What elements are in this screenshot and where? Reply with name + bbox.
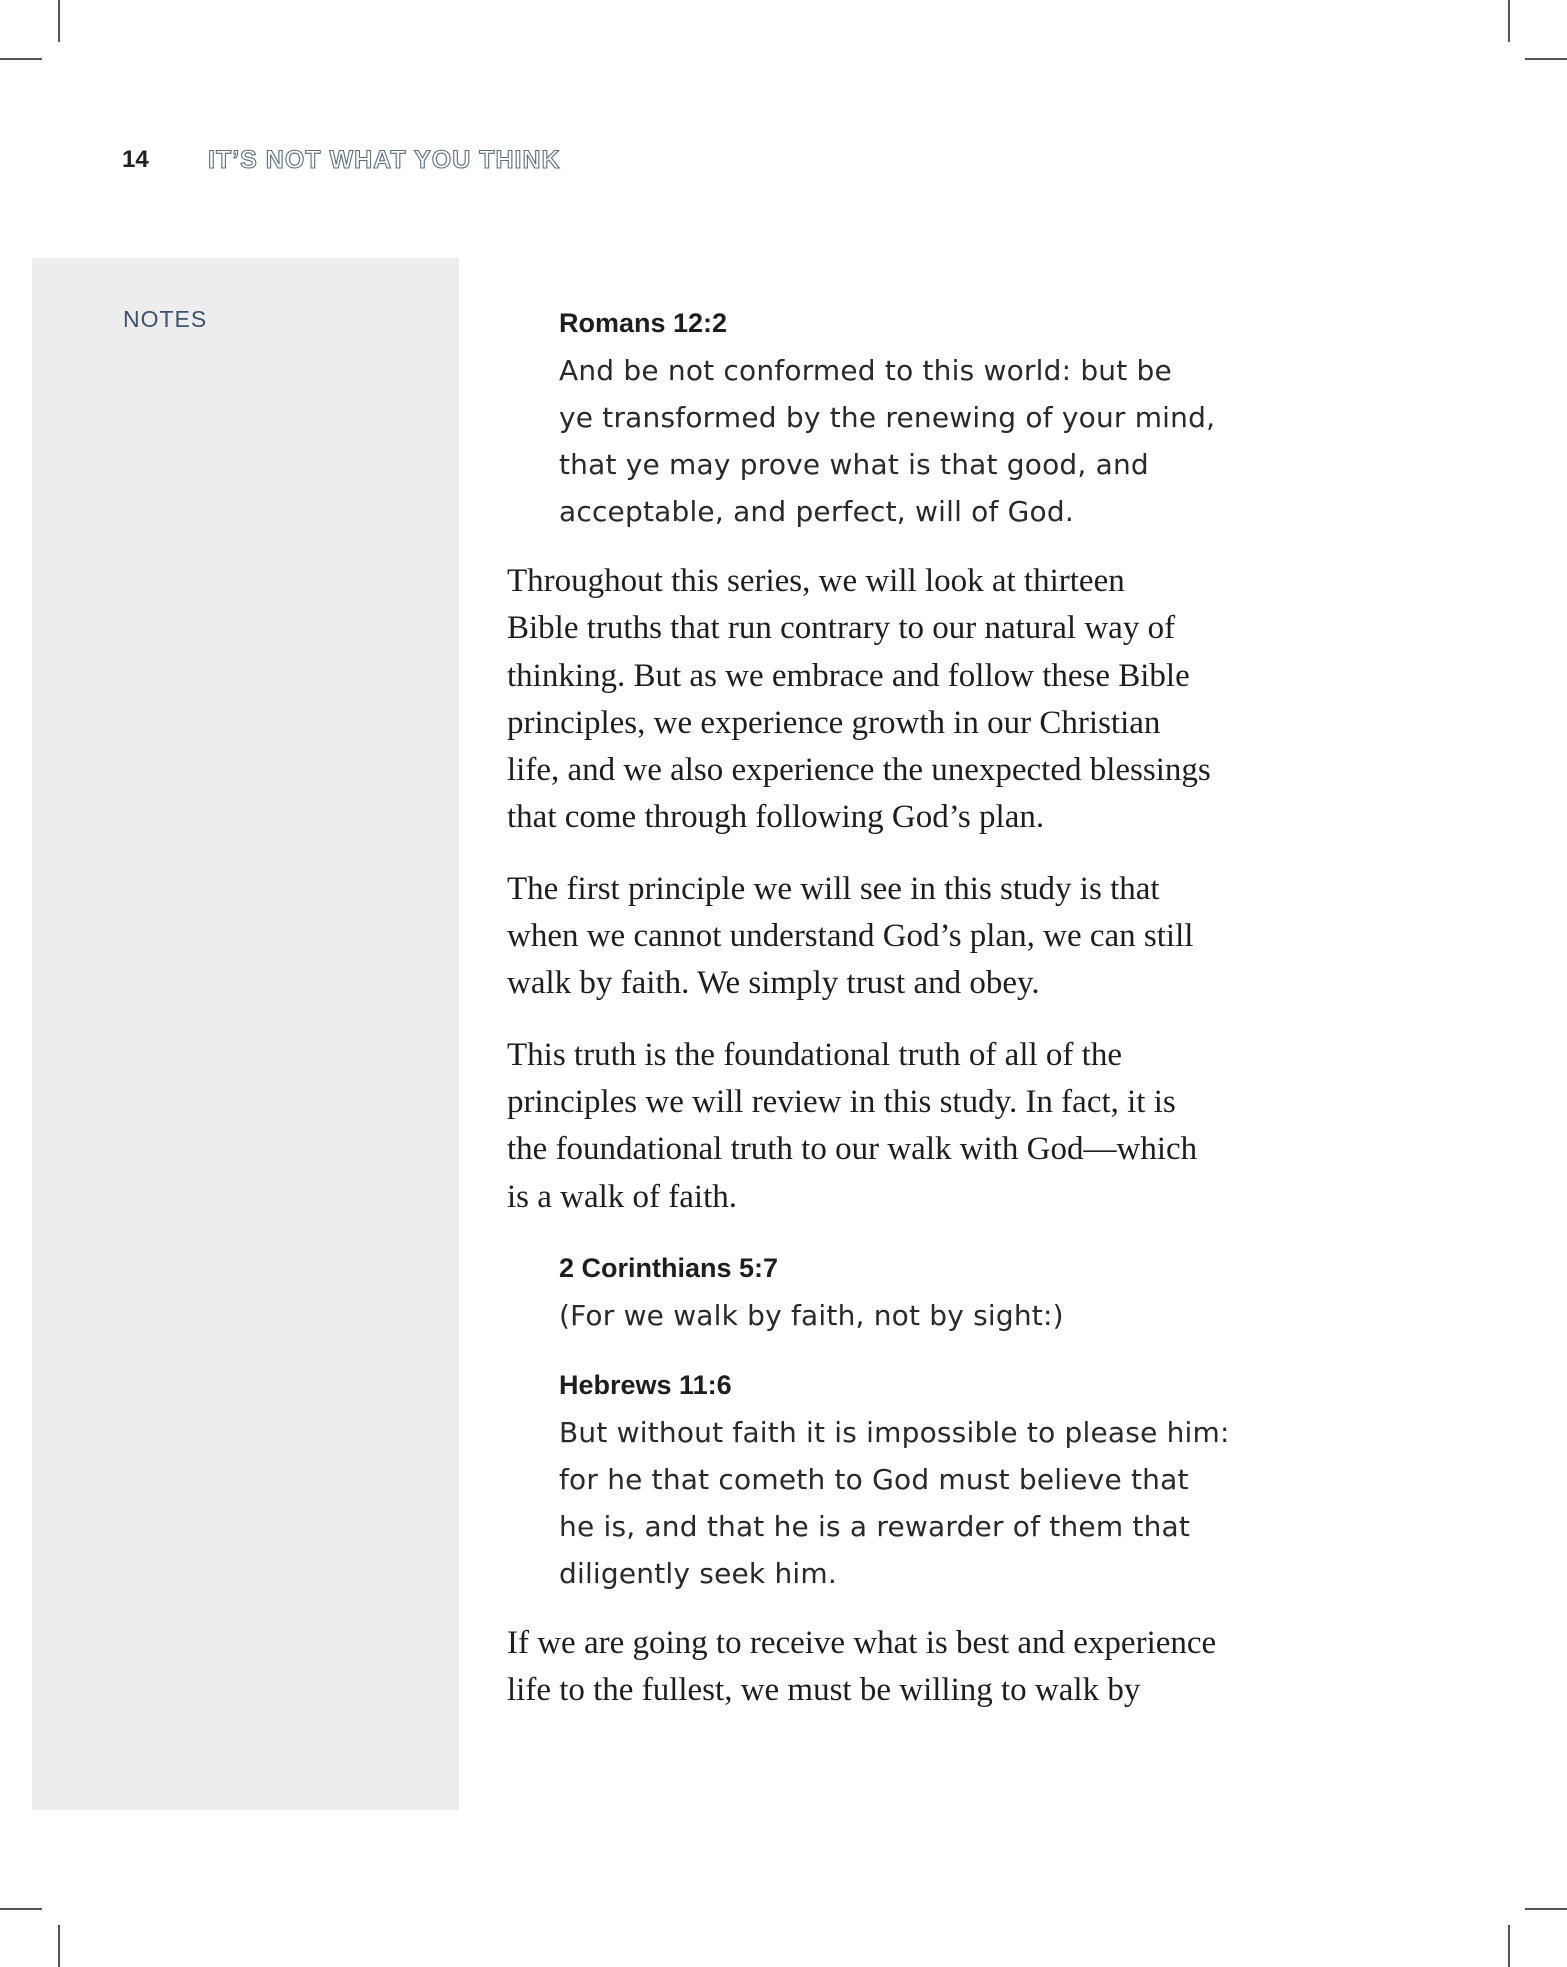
body-text — [507, 300, 1327, 1738]
crop-mark-bottom-right — [1508, 1925, 1510, 1967]
paragraph — [507, 1620, 1327, 1715]
verse-reference: 2 Corinthians 5:7 — [559, 1252, 779, 1283]
verse-block-corinthians — [559, 1245, 1327, 1339]
running-header-title: IT’S NOT WHAT YOU THINK — [208, 146, 561, 174]
verse-line: acceptable, and perfect, will of God. — [559, 495, 1074, 528]
paragraph-line: the foundational truth to our walk with God—which — [507, 1131, 1198, 1168]
paragraph — [507, 866, 1327, 1008]
crop-mark-top-left-h — [0, 58, 42, 60]
verse-line: that ye may prove what is that good, and — [559, 448, 1149, 481]
verse-line: he is, and that he is a rewarder of them that — [559, 1509, 1191, 1543]
verse-block-hebrews — [559, 1362, 1327, 1597]
paragraph-line: is a walk of faith. — [507, 1178, 738, 1215]
verse-line: ye transformed by the renewing of your mind, — [559, 401, 1216, 434]
page-number: 14 — [122, 146, 149, 173]
paragraph-line: that come through following God’s plan. — [507, 799, 1045, 836]
verse-reference: Hebrews 11:6 — [559, 1369, 732, 1400]
paragraph-line: Throughout this series, we will look at thirteen — [507, 563, 1125, 599]
verse-reference: Romans 12:2 — [559, 308, 728, 338]
verse-line: diligently seek him. — [559, 1556, 837, 1590]
paragraph-line: when we cannot understand God’s plan, we can still — [507, 918, 1194, 955]
paragraph-line: The first principle we will see in this study is that — [507, 870, 1160, 907]
paragraph-line: walk by faith. We simply trust and obey. — [507, 965, 1040, 1002]
paragraph — [507, 558, 1327, 842]
verse-line: And be not conformed to this world: but be — [559, 354, 1172, 387]
paragraph-line: thinking. But as we embrace and follow these Bible — [507, 657, 1190, 694]
paragraph-line: Bible truths that run contrary to our natural way of — [507, 610, 1176, 647]
paragraph-line: life, and we also experience the unexpected blessings — [507, 752, 1211, 789]
paragraph-line: This truth is the foundational truth of all of the — [507, 1036, 1122, 1073]
notes-label: NOTES — [123, 306, 208, 332]
crop-mark-bottom-right-h — [1525, 1908, 1567, 1910]
notes-panel — [32, 258, 459, 1810]
verse-line: But without faith it is impossible to please him: — [559, 1415, 1230, 1449]
paragraph-line: principles we will review in this study. In fact, it is — [507, 1083, 1176, 1120]
crop-mark-bottom-left — [58, 1925, 60, 1967]
paragraph-line: If we are going to receive what is best and experience — [507, 1624, 1217, 1661]
crop-mark-top-right — [1508, 0, 1510, 42]
crop-mark-top-right-h — [1525, 58, 1567, 60]
paragraph-line: principles, we experience growth in our Christian — [507, 704, 1161, 741]
crop-mark-bottom-left-h — [0, 1908, 42, 1910]
crop-mark-top-left — [58, 0, 60, 42]
verse-line: for he that cometh to God must believe that — [559, 1462, 1189, 1496]
paragraph — [507, 1032, 1327, 1221]
verse-block-romans — [559, 300, 1327, 535]
verse-line: (For we walk by faith, not by sight:) — [559, 1298, 1064, 1332]
paragraph-line: life to the fullest, we must be willing to walk by — [507, 1672, 1141, 1709]
